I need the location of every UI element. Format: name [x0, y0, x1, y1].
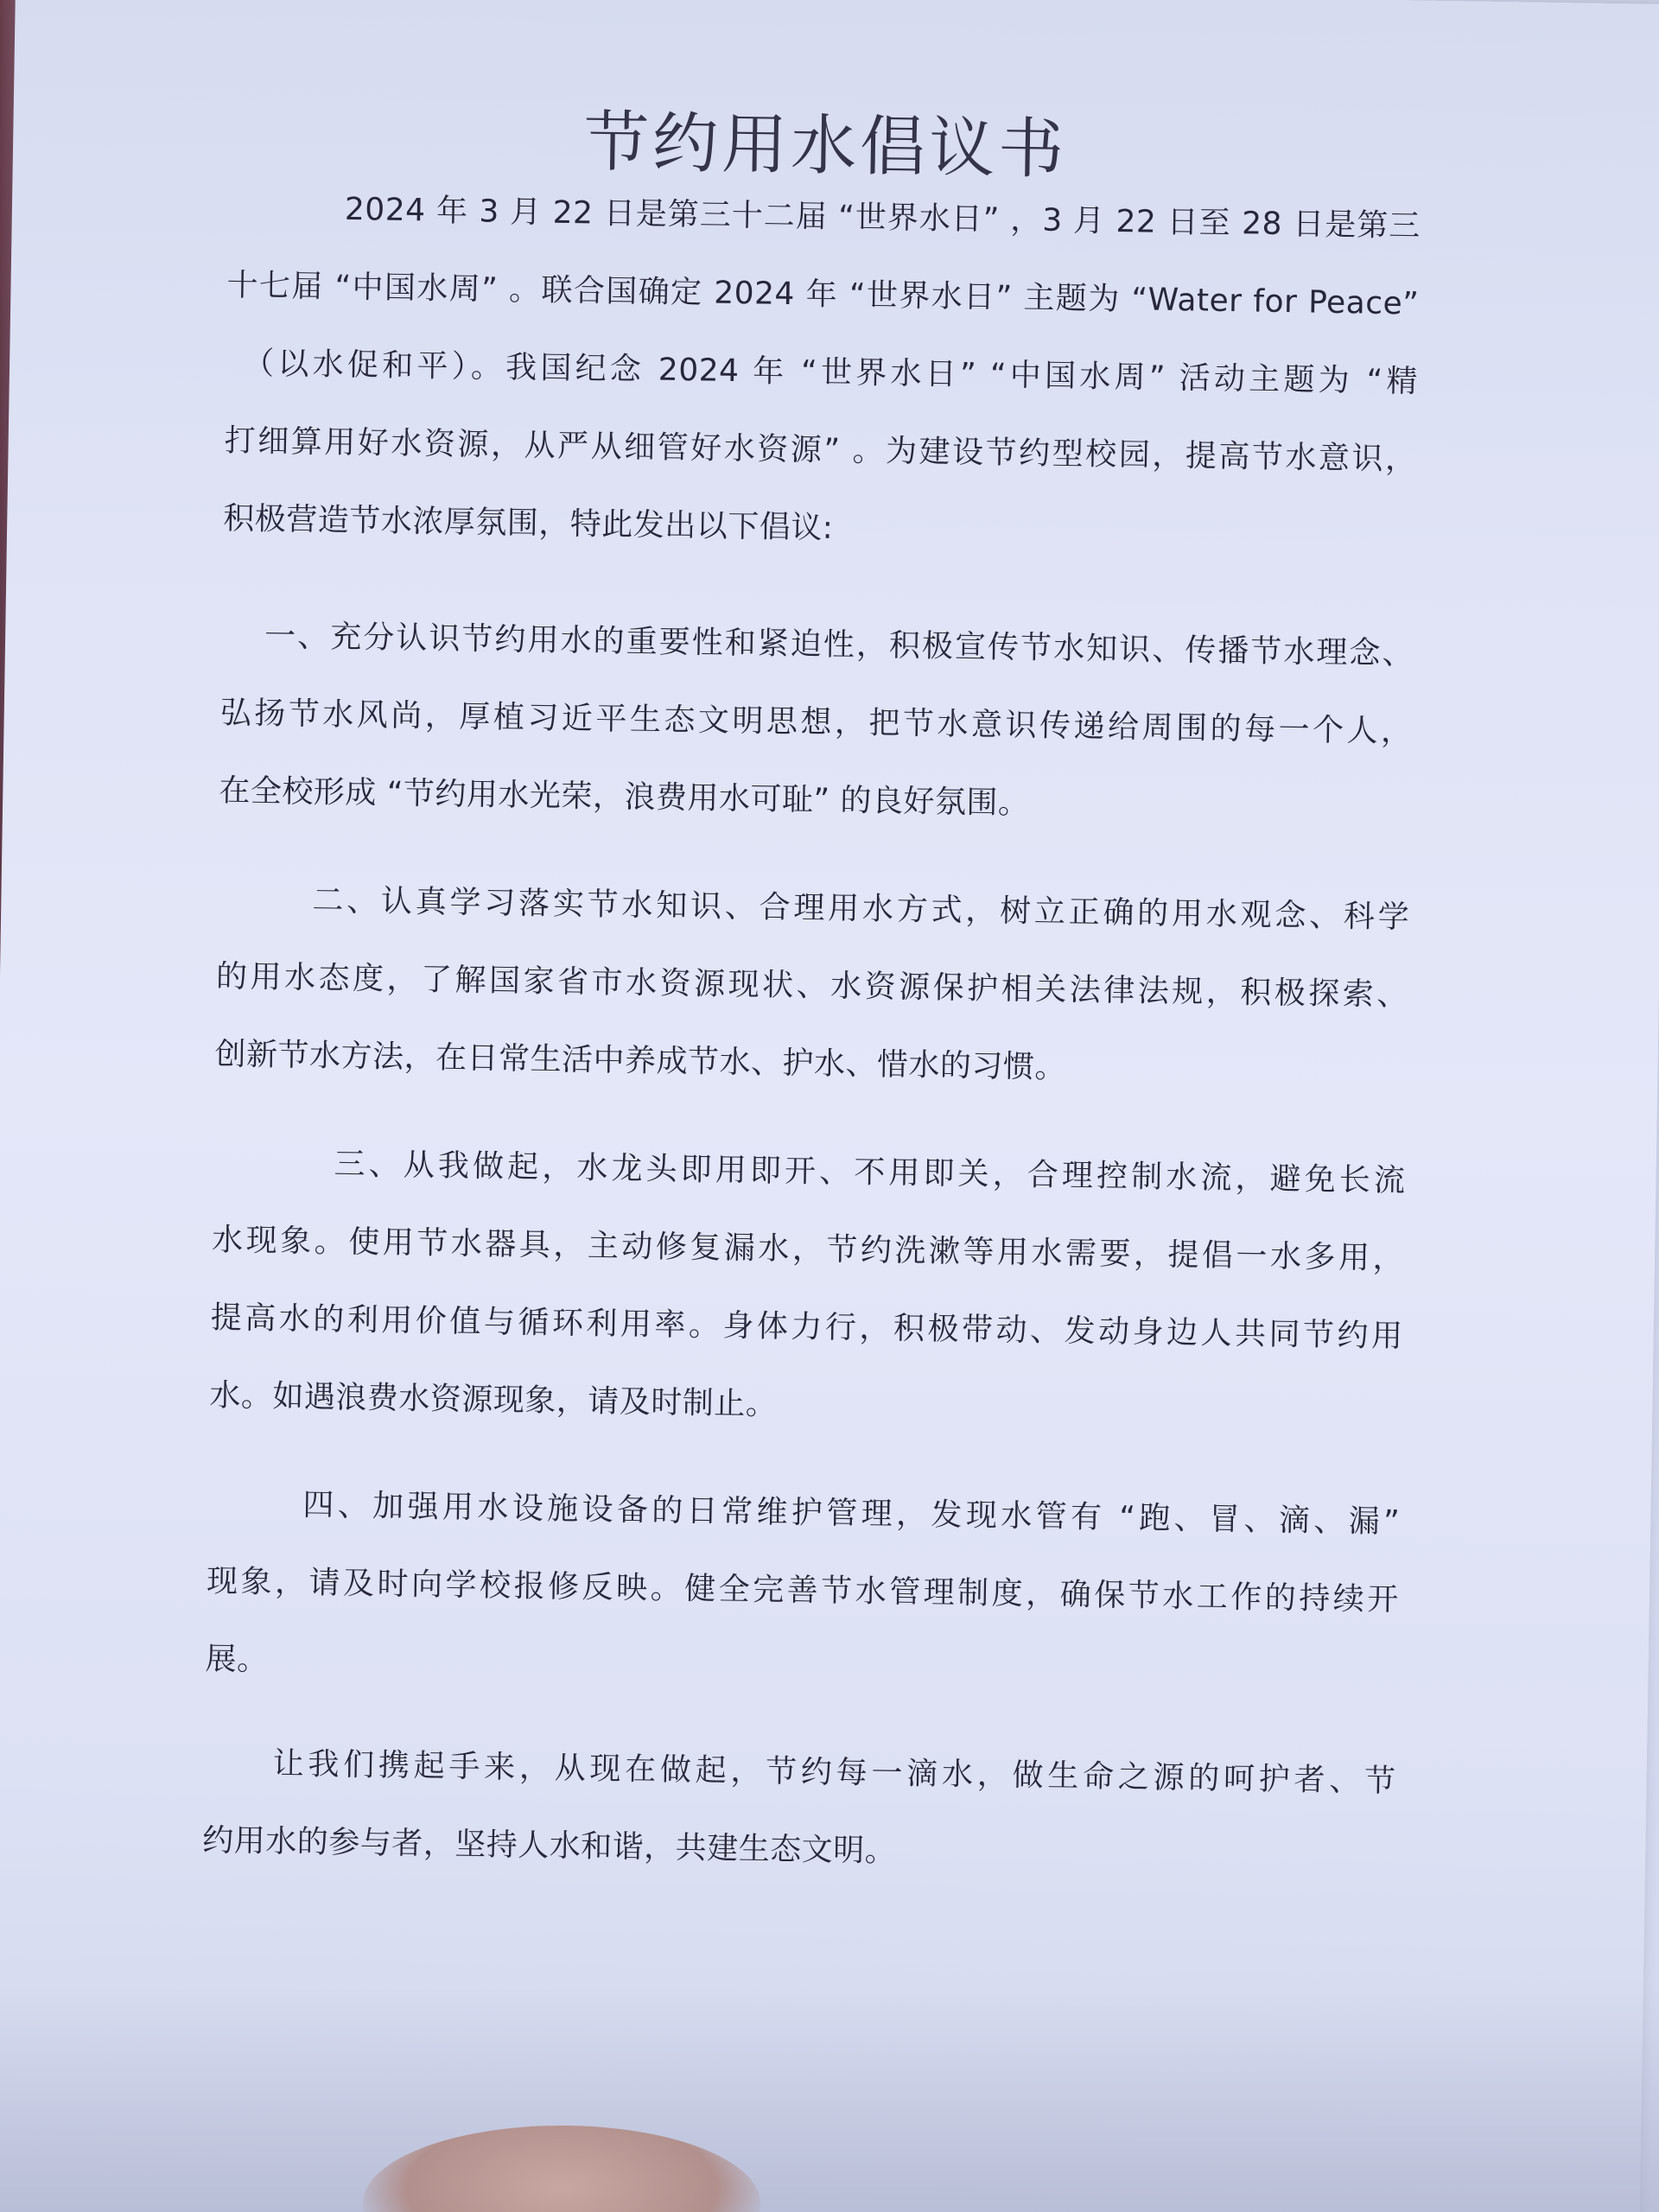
- paragraph-line: 现象，请及时向学校报修反映。健全完善节水管理制度，确保节水工作的持续开: [206, 1563, 1400, 1618]
- paragraph-line: 水现象。使用节水器具，主动修复漏水，节约洗漱等用水需要，提倡一水多用，: [211, 1222, 1405, 1277]
- paragraph-line: 打细算用好水资源，从严从细管好水资源” 。为建设节约型校园，提高节水意识，: [224, 423, 1417, 478]
- paragraph-line: 让我们携起手来，从现在做起，节约每一滴水，做生命之源的呵护者、节: [272, 1745, 1396, 1800]
- paragraph-line: 的用水态度，了解国家省市水资源现状、水资源保护相关法律法规，积极探索、: [215, 958, 1409, 1014]
- paragraph-line: 积极营造节水浓厚氛围，特此发出以下倡议:: [223, 500, 834, 546]
- paragraph-line: 2024 年 3 月 22 日是第三十二届 “世界水日” ，3 月 22 日至 28 日是第三: [344, 191, 1421, 245]
- paragraph-line: 十七届 “中国水周” 。联合国确定 2024 年 “世界水日” 主题为 “Water for Peace”: [226, 267, 1420, 322]
- paragraph-line: 在全校形成 “节约用水光荣，浪费用水可耻” 的良好氛围。: [219, 772, 1030, 822]
- paragraph-line: 弘扬节水风尚，厚植习近平生态文明思想，把节水意识传递给周围的每一个人，: [219, 695, 1413, 750]
- paragraph-line: 二、认真学习落实节水知识、合理用水方式，树立正确的用水观念、科学: [312, 882, 1410, 936]
- paragraph-line: 四、加强用水设施设备的日常维护管理，发现水管有 “跑、冒、滴、漏”: [302, 1487, 1401, 1541]
- paragraph-line: 水。如遇浪费水资源现象，请及时制止。: [209, 1377, 778, 1422]
- bottom-shadow: [0, 1987, 1659, 2212]
- paragraph-line: 创新节水方法，在日常生活中养成节水、护水、惜水的习惯。: [214, 1036, 1067, 1086]
- paragraph-line: （以水促和平）。我国纪念 2024 年 “世界水日” “中国水周” 活动主题为 “精: [242, 346, 1419, 400]
- document-body: [201, 0, 1424, 1870]
- paragraph-line: 约用水的参与者，坚持人水和谐，共建生态文明。: [201, 1822, 897, 1870]
- paragraph-line: 提高水的利用价值与循环利用率。身体力行，积极带动、发动身边人共同节约用: [210, 1300, 1403, 1355]
- paragraph-line: 一、充分认识节约用水的重要性和紧迫性，积极宣传节水知识、传播节水理念、: [264, 618, 1414, 672]
- paragraph-line: 三、从我做起，水龙头即用即开、不用即关，合理控制水流，避免长流: [334, 1146, 1406, 1199]
- document-title: 节约用水倡议书: [582, 103, 1068, 188]
- paragraph-line: 展。: [205, 1641, 269, 1678]
